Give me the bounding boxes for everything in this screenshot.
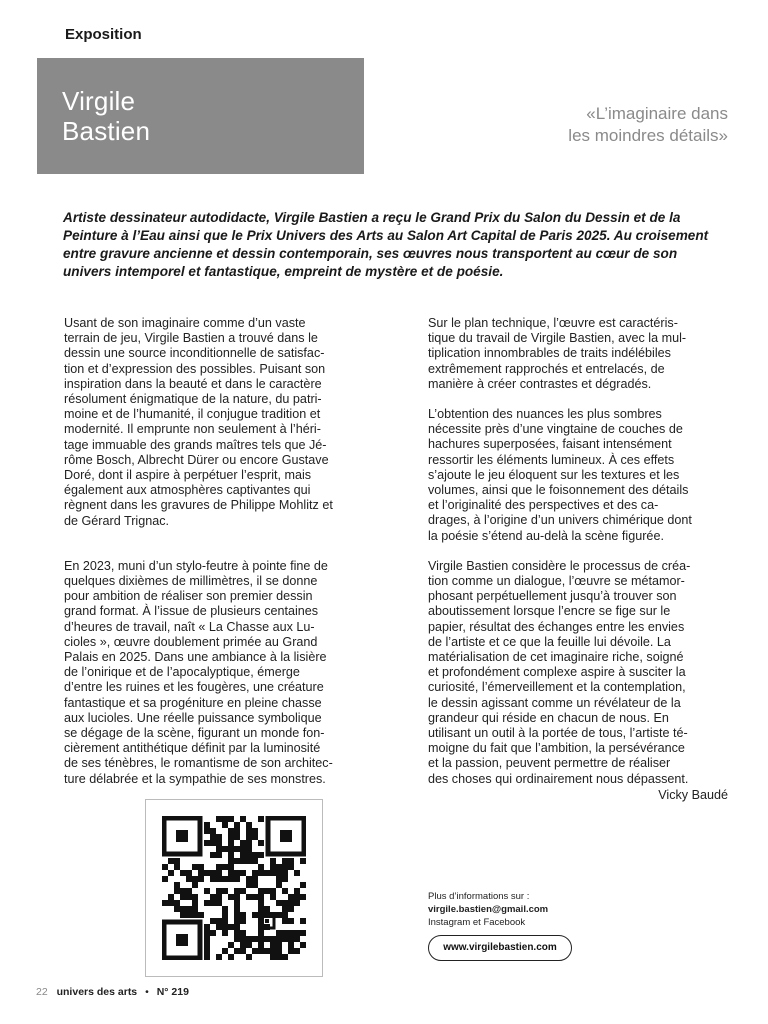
magazine-name: univers des arts xyxy=(56,986,138,998)
website-link[interactable]: www.virgilebastien.com xyxy=(428,935,572,961)
body-paragraph: Virgile Bastien considère le processus de créa- tion comme un dialogue, l’œuvre se métamor- phosant perpétuellement jusqu’à trouver son aboutissement lorsque l’encre se fige sur le papier, résultat des échanges entre les envies de l’artiste et ce que la feuille lui dévoile. La matérialisation de cet imaginaire riche, soigné et profondément complexe aspire à susciter la curiosité, l’émerveillement et la contemplation, le dessin agissant comme un révélateur de la grandeur qui réside en chacun de nous. En utilisant un outil à la portée de tous, l’artiste té- moigne du fait que l’ambition, la persévérance et la passion, peuvent permettre de réaliser des choses qui ordinairement nous dépassent. xyxy=(428,558,691,786)
title-last-name: Bastien xyxy=(62,116,151,146)
footer-separator: • xyxy=(145,986,149,998)
contact-info xyxy=(428,890,548,929)
title-first-name: Virgile xyxy=(62,86,136,116)
page-footer xyxy=(36,986,189,998)
body-paragraph: Usant de son imaginaire comme d’un vaste terrain de jeu, Virgile Bastien a trouvé dans le dessin une source inconditionnelle de satisfac- tion et d’expression des possibles. Puisant son inspiration dans la beauté et dans le caractère résolument énigmatique de la nature, du patri- moine et de l’humanité, il conjugue tradition et modernité. Il emprunte non seulement à l’héri- tage immuable des grands maîtres tels que Jé- rôme Bosch, Albrecht Dürer ou encore Gustave Doré, dont il aspire à perpétuer l’esprit, mais également aux atmosphères captivantes qui règnent dans les gravures de Philippe Mohlitz et de Gérard Trignac. xyxy=(64,316,333,528)
pull-quote xyxy=(568,103,728,147)
qr-code-image xyxy=(162,816,306,960)
page-number: 22 xyxy=(36,986,48,998)
qr-code-frame xyxy=(145,799,323,977)
social-networks-text: Instagram et Facebook xyxy=(428,917,526,928)
more-info-label: Plus d’informations sur : xyxy=(428,891,530,902)
body-paragraph: En 2023, muni d’un stylo-feutre à pointe fine de quelques dixièmes de millimètres, il se donne pour ambition de réaliser son premier dessin grand format. À l’issue de plusieurs centaines d’heures de travail, naît « La Chasse aux Lu- cioles », œuvre doublement primée au Grand Palais en 2025. Dans une ambiance à la lisière de l’onirique et de l’apocalyptique, émerge d’entre les ruines et les fougères, une créature fantastique et sa progéniture en pleine chasse aux lucioles. Une réelle puissance symbolique se dégage de la scène, figurant un monde fon- cièrement antithétique définit par la luminosité de ses ténèbres, le romantisme de son architec- ture délabrée et la sympathie de ses monstres. xyxy=(64,558,333,786)
intro-paragraph: Artiste dessinateur autodidacte, Virgile Bastien a reçu le Grand Prix du Salon du Dessin et de la Peinture à l’Eau ainsi que le Prix Univers des Arts au Salon Art Capital de Paris 2025. Au croisement entre gravure ancienne et dessin contemporain, ses œuvres nous transportent au cœur de son univers intemporel et fantastique, empreint de mystère et de poésie. xyxy=(63,210,709,279)
body-paragraph: Sur le plan technique, l’œuvre est caractéris- tique du travail de Virgile Bastien, avec la mul- tiplication innombrables de traits indélébiles extrêmement rapprochés et entrelacés, de manière à créer contrastes et dégradés. xyxy=(428,316,687,391)
author-signature: Vicky Baudé xyxy=(658,787,728,802)
pull-quote-line-2: les moindres détails» xyxy=(568,126,728,145)
pull-quote-line-1: «L’imaginaire dans xyxy=(586,104,728,123)
page-title xyxy=(62,86,150,146)
body-paragraph: L’obtention des nuances les plus sombres nécessite près d’une vingtaine de couches de hachures superposées, faisant intensément ressortir les éléments lumineux. À ces effets s’ajoute le jeu éloquent sur les textures et les volumes, ainsi que le foisonnement des détails et l’originalité des perspectives et des ca- drages, à l’origine d’un univers chimérique dont la poésie s’étend au-delà la scène figurée. xyxy=(428,407,692,543)
article-column-left xyxy=(64,316,386,787)
article-column-right xyxy=(428,316,728,803)
issue-number: N° 219 xyxy=(156,986,189,998)
section-label: Exposition xyxy=(65,26,142,43)
contact-email-link[interactable]: virgile.bastien@gmail.com xyxy=(428,904,549,915)
